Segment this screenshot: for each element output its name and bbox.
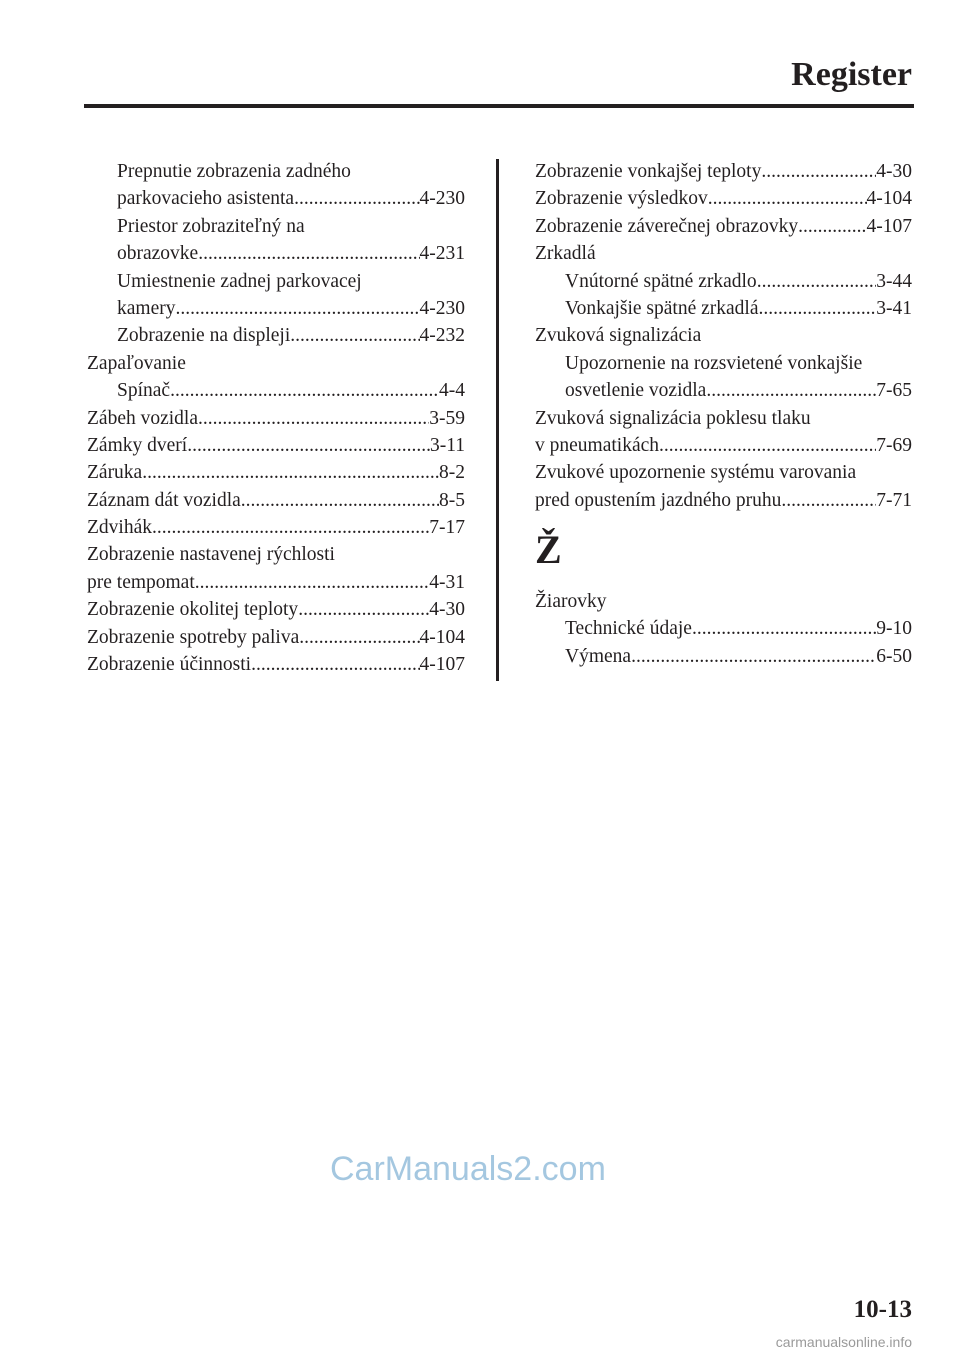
dot-leader — [294, 185, 419, 212]
index-heading-line: Zvukové upozornenie systému varovania — [535, 462, 857, 484]
index-column-right — [535, 158, 912, 670]
dot-leader — [198, 240, 419, 267]
index-entry-page-ref: 7-17 — [429, 517, 465, 539]
index-entry-term: Zobrazenie spotreby paliva — [87, 626, 300, 648]
index-heading-line: Zvuková signalizácia poklesu tlaku — [535, 407, 811, 429]
index-entry-page-ref: 4-31 — [429, 571, 465, 593]
dot-leader — [175, 295, 419, 322]
index-entry-page-ref: 4-107 — [866, 215, 912, 237]
index-entry — [87, 240, 465, 267]
dot-leader — [706, 377, 876, 404]
page-title: Register — [791, 56, 912, 93]
index-heading-line: Žiarovky — [535, 591, 607, 613]
index-entry-term: Spínač — [117, 380, 171, 402]
letter-heading: Ž — [535, 527, 562, 573]
dot-leader — [152, 514, 429, 541]
index-entry — [87, 487, 465, 514]
index-entry-page-ref: 3-41 — [876, 297, 912, 319]
index-entry — [87, 432, 465, 459]
index-entry-page-ref: 6-50 — [876, 645, 912, 667]
index-entry-term: Zobrazenie výsledkov — [535, 188, 708, 210]
index-entry — [87, 459, 465, 486]
index-entry-page-ref: 3-11 — [429, 434, 465, 456]
watermark: CarManuals2.com — [330, 1150, 606, 1188]
index-entry-term: Zobrazenie okolitej teploty — [87, 599, 299, 621]
dot-leader — [708, 185, 867, 212]
index-entry — [535, 295, 912, 322]
index-entry — [535, 615, 912, 642]
index-heading-line: Priestor zobraziteľný na — [117, 215, 305, 237]
index-entry-term: v pneumatikách — [535, 434, 659, 456]
index-entry-page-ref: 3-44 — [876, 270, 912, 292]
dot-leader — [757, 268, 877, 295]
index-entry-page-ref: 4-30 — [429, 599, 465, 621]
header-rule — [84, 104, 914, 108]
index-entry — [87, 295, 465, 322]
index-entry-term: Záruka — [87, 462, 143, 484]
index-entry — [535, 185, 912, 212]
dot-leader — [290, 322, 419, 349]
dot-leader — [195, 569, 429, 596]
index-entry-page-ref: 4-230 — [419, 188, 465, 210]
dot-leader — [659, 432, 876, 459]
dot-leader — [631, 643, 876, 670]
index-entry-term: obrazovke — [117, 243, 199, 265]
index-entry-page-ref: 4-232 — [419, 325, 465, 347]
index-entry-term: Vnútorné spätné zrkadlo — [565, 270, 757, 292]
dot-leader — [781, 487, 876, 514]
dot-leader — [142, 459, 439, 486]
index-heading-line: Upozornenie na rozsvietené vonkajšie — [565, 352, 863, 374]
index-entry-page-ref: 4-231 — [419, 243, 465, 265]
index-heading-line: Zapaľovanie — [87, 352, 186, 374]
index-entry-term: Technické údaje — [565, 618, 692, 640]
index-column-left — [87, 158, 465, 678]
index-heading-line: Zrkadlá — [535, 243, 596, 265]
index-entry — [87, 569, 465, 596]
index-entry — [87, 514, 465, 541]
index-entry-page-ref: 8-5 — [439, 489, 465, 511]
index-entry — [535, 377, 912, 404]
index-heading-line: Prepnutie zobrazenia zadného — [117, 161, 351, 182]
index-entry-term: Zdvihák — [87, 517, 152, 539]
index-entry-term: Zobrazenie záverečnej obrazovky — [535, 215, 799, 237]
index-entry-page-ref: 4-107 — [419, 654, 465, 676]
index-entry-page-ref: 4-104 — [866, 188, 912, 210]
index-entry — [535, 643, 912, 670]
column-divider — [496, 159, 499, 681]
index-entry-page-ref: 7-65 — [876, 380, 912, 402]
dot-leader — [241, 487, 439, 514]
index-entry — [87, 651, 465, 678]
index-entry — [535, 487, 912, 514]
dot-leader — [692, 615, 876, 642]
index-entry — [87, 596, 465, 623]
index-entry — [535, 158, 912, 185]
page-number: 10-13 — [853, 1296, 912, 1323]
index-heading-line: Zvuková signalizácia — [535, 325, 702, 347]
index-entry-page-ref: 8-2 — [439, 462, 465, 484]
index-entry-term: Záznam dát vozidla — [87, 489, 241, 511]
index-entry-term: kamery — [117, 297, 176, 319]
index-entry-term: Vonkajšie spätné zrkadlá — [565, 297, 759, 319]
index-entry-page-ref: 3-59 — [429, 407, 465, 429]
index-entry-term: Zobrazenie účinnosti — [87, 654, 252, 676]
dot-leader — [299, 624, 419, 651]
index-entry-term: Zobrazenie na displeji — [117, 325, 291, 347]
dot-leader — [759, 295, 877, 322]
index-entry-page-ref: 9-10 — [876, 618, 912, 640]
index-entry-term: parkovacieho asistenta — [117, 188, 295, 210]
index-entry-term: Zámky dverí — [87, 434, 188, 456]
index-entry — [87, 377, 465, 404]
index-entry — [535, 268, 912, 295]
index-entry-term: Zobrazenie vonkajšej teploty — [535, 161, 762, 182]
index-heading-line: Zobrazenie nastavenej rýchlosti — [87, 544, 335, 566]
dot-leader — [761, 158, 876, 185]
index-entry-page-ref: 4-4 — [439, 380, 465, 402]
dot-leader — [298, 596, 429, 623]
index-entry — [535, 432, 912, 459]
index-entry — [535, 213, 912, 240]
dot-leader — [170, 377, 439, 404]
index-entry — [87, 185, 465, 212]
index-entry-term: Zábeh vozidla — [87, 407, 198, 429]
footer-site-mark: carmanualsonline.info — [775, 1334, 912, 1350]
dot-leader — [198, 405, 429, 432]
index-entry-term: pre tempomat — [87, 571, 195, 593]
index-entry-page-ref: 4-30 — [876, 161, 912, 182]
dot-leader — [251, 651, 419, 678]
index-entry-term: pred opustením jazdného pruhu — [535, 489, 782, 511]
dot-leader — [798, 213, 866, 240]
index-entry — [87, 624, 465, 651]
index-heading-line: Umiestnenie zadnej parkovacej — [117, 270, 362, 292]
index-entry-page-ref: 4-230 — [419, 297, 465, 319]
dot-leader — [187, 432, 430, 459]
index-entry — [87, 405, 465, 432]
index-entry-term: Výmena — [565, 645, 632, 667]
index-entry — [87, 322, 465, 349]
index-entry-term: osvetlenie vozidla — [565, 380, 707, 402]
index-entry-page-ref: 7-69 — [876, 434, 912, 456]
index-entry-page-ref: 4-104 — [419, 626, 465, 648]
index-entry-page-ref: 7-71 — [876, 489, 912, 511]
